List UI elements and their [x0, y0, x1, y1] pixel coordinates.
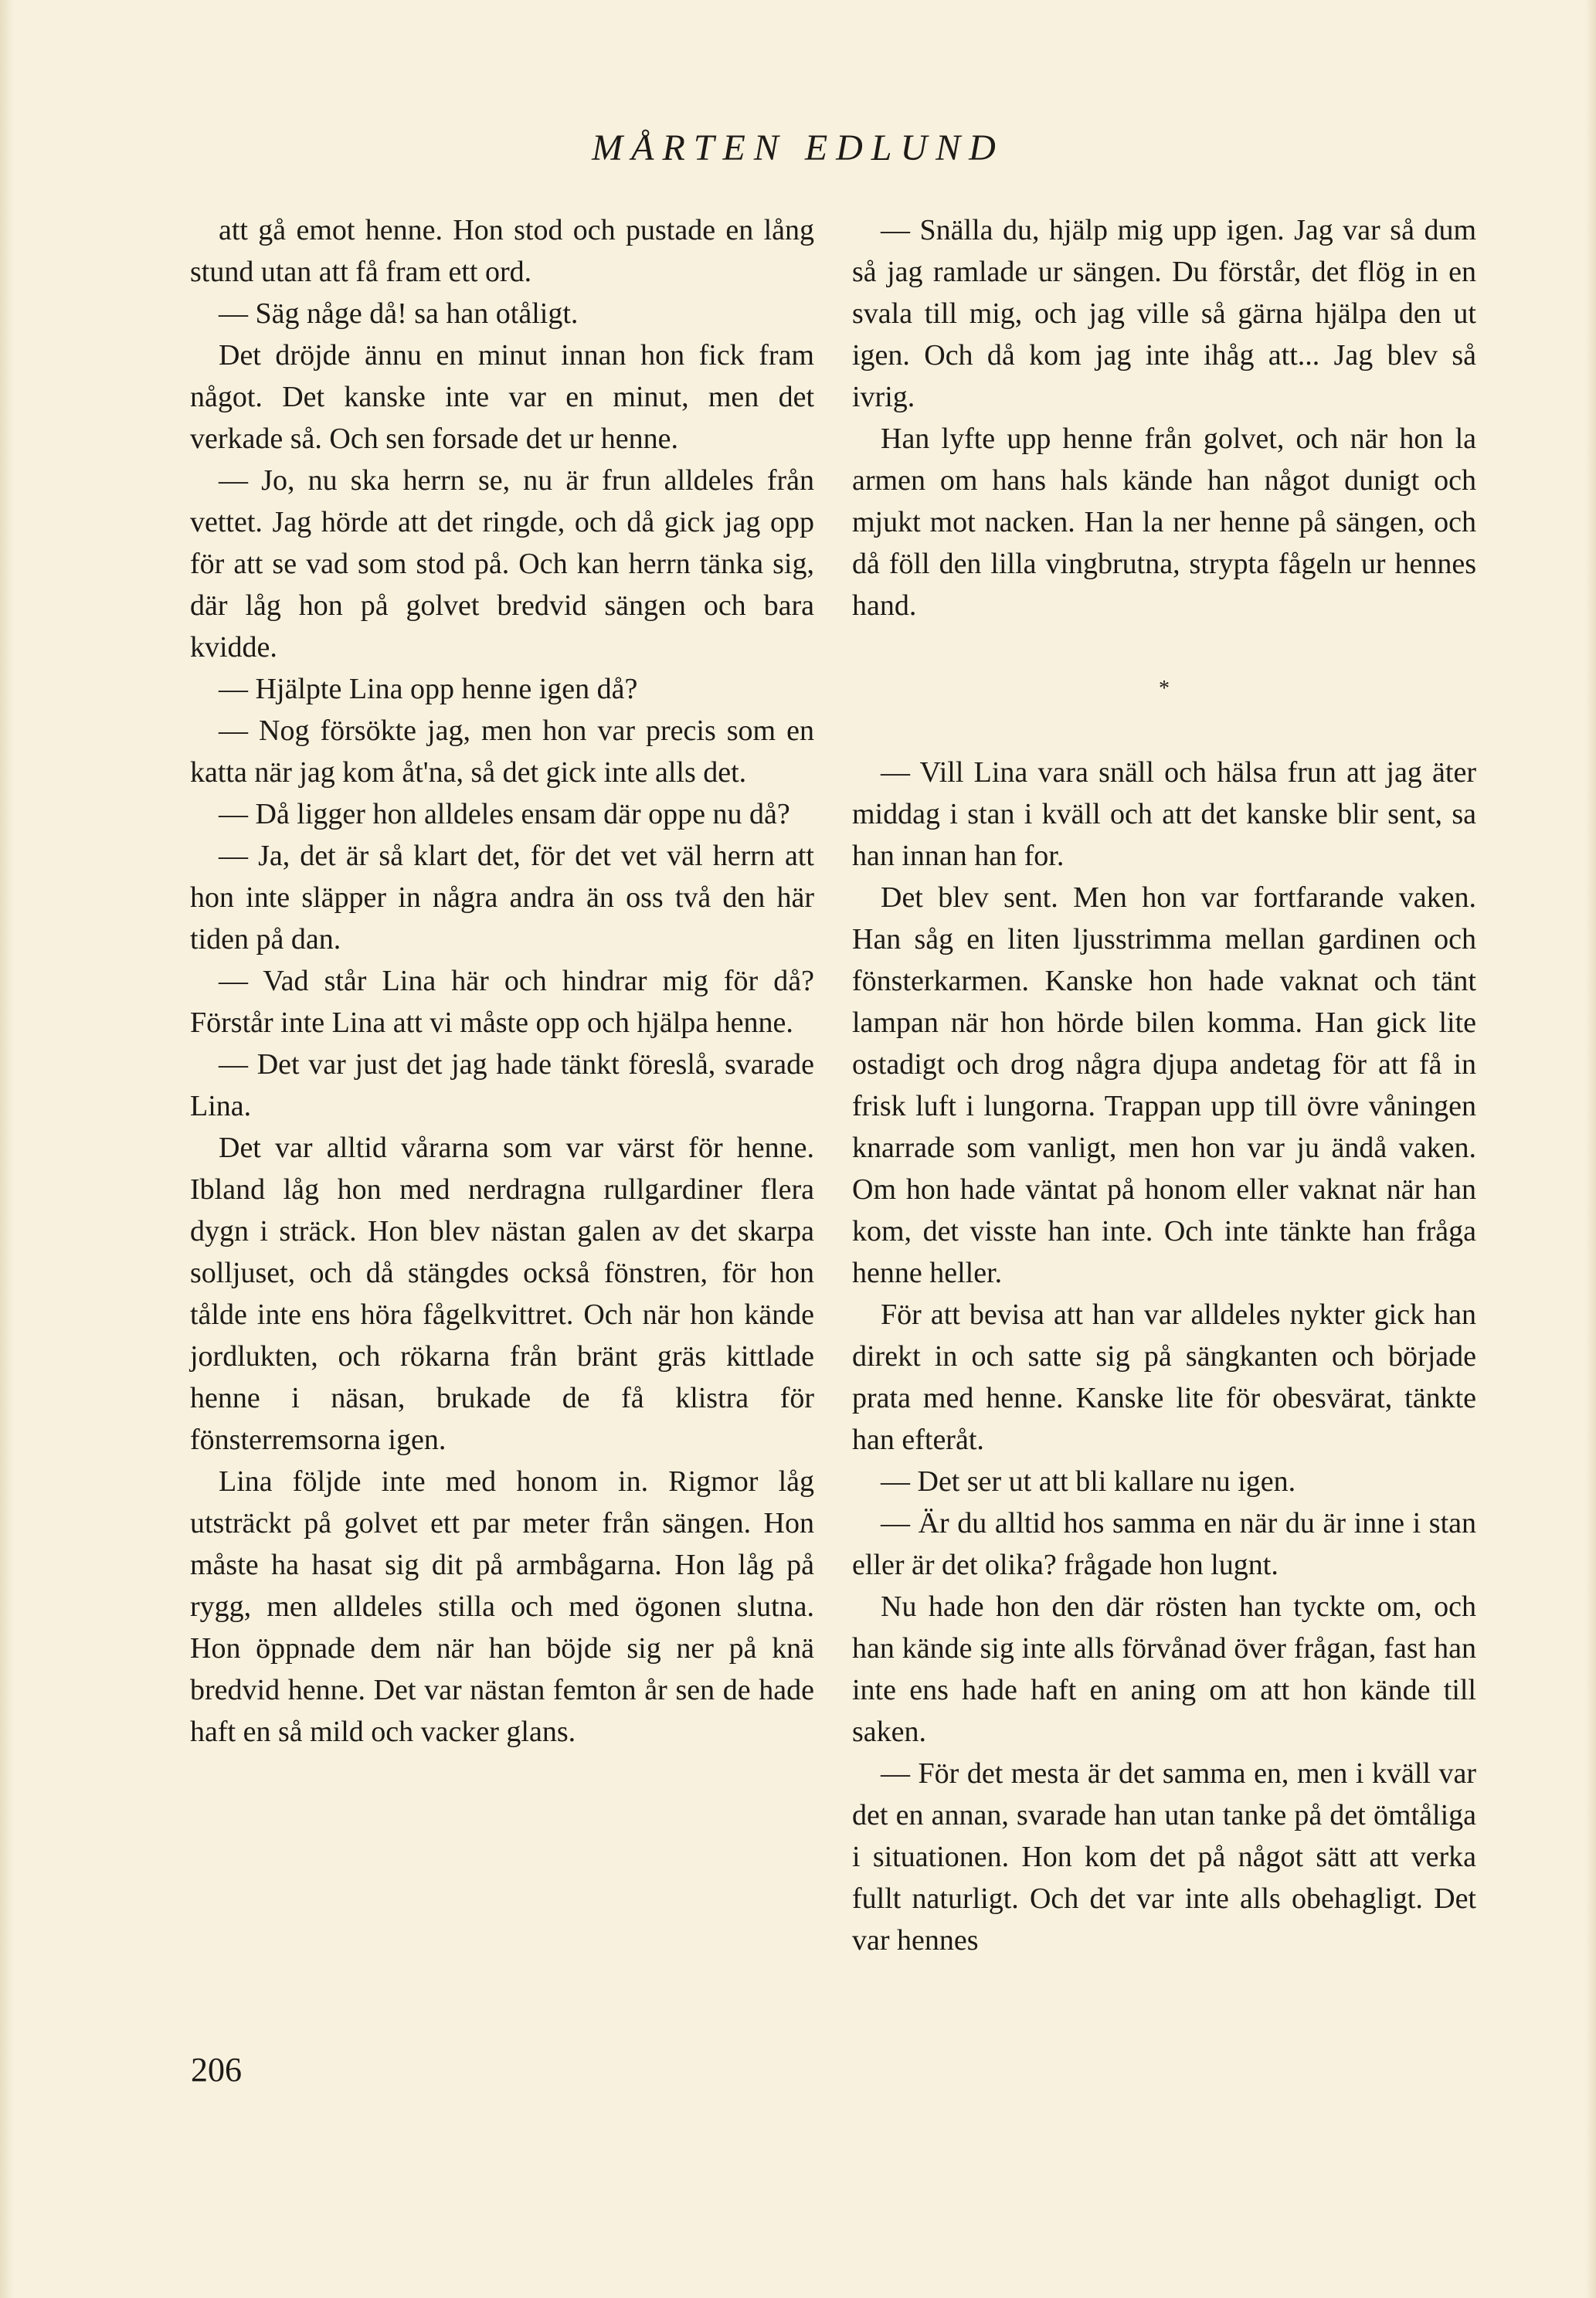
paragraph: — Ja, det är så klart det, för det vet väl herrn att hon inte släpper in några andra än oss två den här tiden på dan.: [190, 840, 814, 956]
right-text-column: [852, 209, 1476, 1961]
paragraph: Det blev sent. Men hon var fortfarande vaken. Han såg en liten ljusstrimma mellan gardinen och fönsterkarmen. Kanske hon hade vaknat och tänt lampan när hon hörde bilen komma. Han gick lite ostadigt och drog några djupa andetag för att få in frisk luft i lungorna. Trappan upp till övre våningen knarrade som vanligt, men hon var ju ändå vaken. Om hon hade väntat på honom eller vaknat när han kom, det visste han inte. Och inte tänkte han fråga henne heller.: [852, 881, 1476, 1289]
paragraph: — Nog försökte jag, men hon var precis som en katta när jag kom åt'na, så det gick inte alls det.: [190, 715, 814, 789]
paragraph: — Jo, nu ska herrn se, nu är frun alldeles från vettet. Jag hörde att det ringde, och då gick jag opp för att se vad som stod på. Och kan herrn tänka sig, där låg hon på golvet bredvid sängen och bara kvidde.: [190, 464, 814, 664]
paragraph: — Då ligger hon alldeles ensam där oppe nu då?: [219, 798, 790, 830]
page-number: 206: [191, 2051, 242, 2089]
paragraph: — Det var just det jag hade tänkt föreslå, svarade Lina.: [190, 1048, 814, 1122]
paragraph: — Vad står Lina här och hindrar mig för då? Förstår inte Lina att vi måste opp och hjälpa henne.: [190, 965, 814, 1039]
paragraph: att gå emot henne. Hon stod och pustade en lång stund utan att få fram ett ord.: [190, 214, 814, 288]
paragraph: För att bevisa att han var alldeles nykter gick han direkt in och satte sig på sängkanten och började prata med henne. Kanske lite för obesvärat, tänkte han efteråt.: [852, 1298, 1476, 1456]
section-break-asterisk: *: [1159, 677, 1170, 701]
page-edge-left: [0, 0, 14, 2298]
paragraph: — För det mesta är det samma en, men i kväll var det en annan, svarade han utan tanke på det ömtåliga i situationen. Hon kom det på något sätt att verka fullt naturligt. Och det var inte alls obehagligt. Det var hennes: [852, 1757, 1476, 1957]
paragraph: Nu hade hon den där rösten han tyckte om, och han kände sig inte alls förvånad över frågan, fast han inte ens hade haft en aning om att hon kände till saken.: [852, 1590, 1476, 1748]
paragraph: — Det ser ut att bli kallare nu igen.: [881, 1465, 1296, 1498]
paragraph: — Säg någe då! sa han otåligt.: [219, 297, 579, 330]
paragraph: — Är du alltid hos samma en när du är inne i stan eller är det olika? frågade hon lugnt.: [852, 1507, 1476, 1581]
left-text-column: [190, 209, 814, 1753]
running-header-author: MÅRTEN EDLUND: [592, 127, 1004, 168]
paragraph: — Hjälpte Lina opp henne igen då?: [219, 673, 638, 705]
paragraph: Det var alltid vårarna som var värst för henne. Ibland låg hon med nerdragna rullgardiner flera dygn i sträck. Hon blev nästan galen av det skarpa solljuset, och då stängdes också fönstren, för hon tålde inte ens höra fågelkvittret. Och när hon kände jordlukten, och rökarna från bränt gräs kittlade henne i näsan, brukade de få klistra för fönsterremsorna igen.: [190, 1132, 814, 1456]
paragraph: Det dröjde ännu en minut innan hon fick fram något. Det kanske inte var en minut, men det verkade så. Och sen forsade det ur henne.: [190, 339, 814, 455]
paragraph: — Snälla du, hjälp mig upp igen. Jag var så dum så jag ramlade ur sängen. Du förstår, det flög in en svala till mig, och jag ville så gärna hjälpa den ut igen. Och då kom jag inte ihåg att... Jag blev så ivrig.: [852, 214, 1476, 413]
paragraph: Han lyfte upp henne från golvet, och när hon la armen om hans hals kände han något dunigt och mjukt mot nacken. Han la ner henne på sängen, och då föll den lilla vingbrutna, strypta fågeln ur hennes hand.: [852, 423, 1476, 622]
paragraph: — Vill Lina vara snäll och hälsa frun att jag äter middag i stan i kväll och att det kanske blir sent, sa han innan han for.: [852, 756, 1476, 872]
paragraph: Lina följde inte med honom in. Rigmor låg utsträckt på golvet ett par meter från sängen. Hon måste ha hasat sig dit på armbågarna. Hon låg på rygg, men alldeles stilla och med ögonen slutna. Hon öppnade dem när han böjde sig ner på knä bredvid henne. Det var nästan femton år sen de hade haft en så mild och vacker glans.: [190, 1465, 814, 1748]
page-edge-right: [1585, 0, 1596, 2298]
